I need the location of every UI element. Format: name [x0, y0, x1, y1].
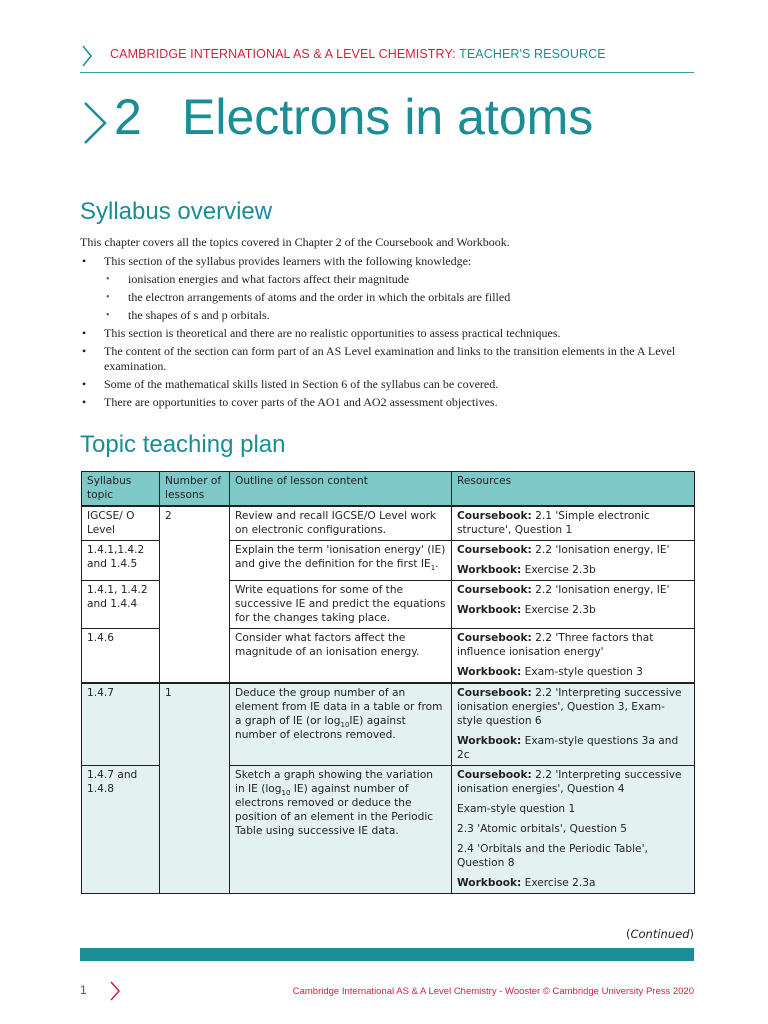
lesson-group: [82, 506, 695, 683]
resource-entry: Coursebook: 2.2 'Ionisation energy, IE': [457, 584, 670, 596]
bullet-item: • There are opportunities to cover parts of the AO1 and AO2 assessment objectives.: [80, 395, 694, 410]
resource-entry: Workbook: Exam-style questions 3a and 2c: [457, 735, 679, 761]
resource-entry: Coursebook: 2.2 'Interpreting successive ionisation energies', Question 4: [457, 769, 682, 795]
resource-entry: Workbook: Exercise 2.3b: [457, 564, 596, 576]
outline-cell: Review and recall IGCSE/O Level work on electronic configurations.: [230, 506, 452, 541]
continued-note: (Continued): [625, 927, 694, 941]
resources-cell: [452, 766, 695, 894]
column-header: Number of lessons: [160, 472, 230, 507]
resources-cell: [452, 683, 695, 766]
column-header: Resources: [452, 472, 695, 507]
footer-bar: [80, 948, 694, 961]
footer-credit: Cambridge International AS & A Level Chemistry - Wooster © Cambridge University Press 2020: [292, 986, 694, 997]
chapter-number: 2: [114, 89, 142, 145]
outline-cell: Deduce the group number of an element from IE data in a table or from a graph of IE (or $\log_{10}IE$) against number of electrons removed.: [230, 683, 452, 766]
resource-entry: Coursebook: 2.2 'Three factors that influence ionisation energy': [457, 632, 654, 658]
outline-cell: Consider what factors affect the magnitude of an ionisation energy.: [230, 629, 452, 684]
running-head: [80, 44, 694, 73]
page-number: 1: [80, 983, 87, 997]
resource-entry: 2.3 'Atomic orbitals', Question 5: [457, 823, 628, 835]
outline-cell: Explain the term 'ionisation energy' (IE) and give the definition for the first $IE_1$.: [230, 541, 452, 581]
chevron-right-icon: [80, 44, 94, 68]
resource-entry: Workbook: Exam-style question 3: [457, 666, 643, 678]
topic-cell: 1.4.7: [82, 683, 160, 766]
series-title: CAMBRIDGE INTERNATIONAL AS & A LEVEL CHEMISTRY:: [110, 47, 456, 61]
bullet-item: • This section of the syllabus provides learners with the following knowledge: • ionisation energies and what factors affect their magnitude • the electron arrangements of atoms and the order in which the orbitals are filled • the shapes of s and p orbitals.: [80, 254, 694, 323]
topic-cell: 1.4.1,1.4.2 and 1.4.5: [82, 541, 160, 581]
running-head-text: [110, 47, 606, 61]
outline-cell: Write equations for some of the successive IE and predict the equations for the changes taking place.: [230, 581, 452, 629]
lessons-cell: 1: [160, 683, 230, 894]
lesson-group: [82, 683, 695, 894]
bullet-item: • This section is theoretical and there are no realistic opportunities to assess practical techniques.: [80, 326, 694, 341]
topic-cell: IGCSE/ O Level: [82, 506, 160, 541]
resource-entry: Coursebook: 2.1 'Simple electronic structure', Question 1: [457, 510, 650, 536]
teaching-plan-table: [81, 471, 695, 894]
chapter-name: Electrons in atoms: [182, 89, 594, 145]
resources-cell: [452, 629, 695, 684]
column-header: Syllabus topic: [82, 472, 160, 507]
sub-bullet-list: [104, 272, 694, 323]
chevron-right-icon: [108, 980, 122, 1002]
sub-bullet-item: • the shapes of s and p orbitals.: [104, 308, 694, 323]
resource-entry: 2.4 'Orbitals and the Periodic Table', Question 8: [457, 843, 648, 869]
column-header: Outline of lesson content: [230, 472, 452, 507]
syllabus-overview-heading: Syllabus overview: [80, 198, 273, 225]
intro-paragraph: This chapter covers all the topics covered in Chapter 2 of the Coursebook and Workbook.: [80, 235, 510, 249]
resource-entry: Workbook: Exercise 2.3a: [457, 877, 596, 889]
resource-title: TEACHER'S RESOURCE: [459, 47, 606, 61]
resources-cell: [452, 581, 695, 629]
topic-cell: 1.4.1, 1.4.2 and 1.4.4: [82, 581, 160, 629]
table-header-row: [82, 472, 695, 507]
chevron-right-icon: [80, 100, 110, 146]
topic-cell: 1.4.7 and 1.4.8: [82, 766, 160, 894]
bullet-item: • Some of the mathematical skills listed in Section 6 of the syllabus can be covered.: [80, 377, 694, 392]
bullet-item: • The content of the section can form part of an AS Level examination and links to the transition elements in the A Level examination.: [80, 344, 694, 374]
sub-bullet-item: • the electron arrangements of atoms and the order in which the orbitals are filled: [104, 290, 694, 305]
resources-cell: [452, 506, 695, 541]
teaching-plan-heading: Topic teaching plan: [80, 431, 286, 458]
resource-entry: Coursebook: 2.2 'Ionisation energy, IE': [457, 544, 670, 556]
lessons-cell: 2: [160, 506, 230, 683]
resources-cell: [452, 541, 695, 581]
table-row: [82, 506, 695, 541]
topic-cell: 1.4.6: [82, 629, 160, 684]
overview-bullet-list: [80, 254, 694, 413]
sub-bullet-item: • ionisation energies and what factors affect their magnitude: [104, 272, 694, 287]
resource-entry: Workbook: Exercise 2.3b: [457, 604, 596, 616]
resource-entry: Coursebook: 2.2 'Interpreting successive ionisation energies', Question 3, Exam-style question 6: [457, 687, 682, 727]
outline-cell: Sketch a graph showing the variation in IE ($\log_{10}$ IE) against number of electrons removed or deduce the position of an element in the Periodic Table using successive IE data.: [230, 766, 452, 894]
resource-entry: Exam-style question 1: [457, 803, 576, 815]
table-row: [82, 683, 695, 766]
